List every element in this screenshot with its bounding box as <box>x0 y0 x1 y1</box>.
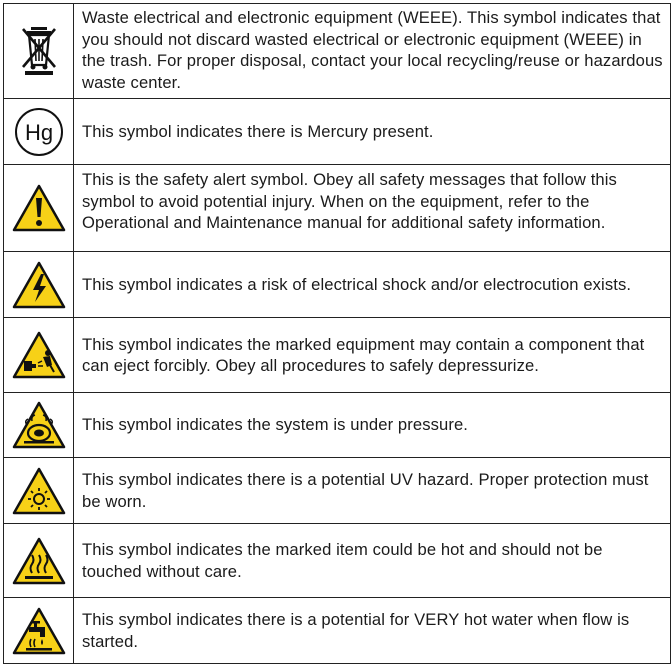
icon-cell <box>4 524 74 598</box>
table-row <box>4 318 671 393</box>
mercury-hg-icon <box>4 106 73 158</box>
description-cell <box>74 318 671 393</box>
description-cell <box>74 4 671 99</box>
icon-cell <box>4 165 74 252</box>
icon-cell <box>4 598 74 664</box>
description-cell <box>74 458 671 524</box>
icon-cell <box>4 393 74 458</box>
description-text: This symbol indicates there is a potential UV hazard. Proper protection must be worn. <box>82 470 649 511</box>
table-row <box>4 524 671 598</box>
description-cell <box>74 252 671 318</box>
description-text: This symbol indicates there is Mercury present. <box>82 121 434 141</box>
description-text: This symbol indicates the marked item could be hot and should not be touched without care. <box>82 540 603 581</box>
description-cell <box>74 393 671 458</box>
description-text: This symbol indicates the marked equipment may contain a component that can eject forcibly. Obey all procedures to safely depressurize. <box>82 334 645 375</box>
table-row <box>4 252 671 318</box>
hot-water-icon <box>4 607 73 655</box>
icon-cell <box>4 252 74 318</box>
description-text: This symbol indicates the system is under pressure. <box>82 415 468 435</box>
description-cell <box>74 165 671 252</box>
icon-cell <box>4 99 74 165</box>
description-cell <box>74 598 671 664</box>
electrical-shock-icon <box>4 261 73 309</box>
icon-cell <box>4 4 74 99</box>
table-row <box>4 458 671 524</box>
symbols-table <box>3 3 671 664</box>
table-row <box>4 393 671 458</box>
icon-cell <box>4 318 74 393</box>
description-cell <box>74 524 671 598</box>
icon-cell <box>4 458 74 524</box>
description-text: Waste electrical and electronic equipment (WEEE). This symbol indicates that you should not discard wasted electrical or electronic equipment (WEEE) in the trash. For proper disposal, contact your local recycling/reuse or hazardous waste center. <box>82 8 663 92</box>
uv-hazard-icon <box>4 467 73 515</box>
description-cell <box>74 99 671 165</box>
description-text: This symbol indicates a risk of electrical shock and/or electrocution exists. <box>82 274 632 294</box>
hot-surface-icon <box>4 537 73 585</box>
pressurized-system-icon <box>4 401 73 449</box>
table-row <box>4 99 671 165</box>
safety-alert-exclamation-icon <box>4 184 73 232</box>
table-row <box>4 165 671 252</box>
mercury-hg-label: Hg <box>24 119 53 145</box>
table-row <box>4 4 671 99</box>
description-text: This is the safety alert symbol. Obey all safety messages that follow this symbol to avoid potential injury. When on the equipment, refer to the Operational and Maintenance manual for additional safety information. <box>82 170 617 232</box>
description-text: This symbol indicates there is a potential for VERY hot water when flow is started. <box>82 610 630 651</box>
table-row <box>4 598 671 664</box>
weee-crossed-bin-icon <box>4 25 73 77</box>
forcible-ejection-icon <box>4 331 73 379</box>
